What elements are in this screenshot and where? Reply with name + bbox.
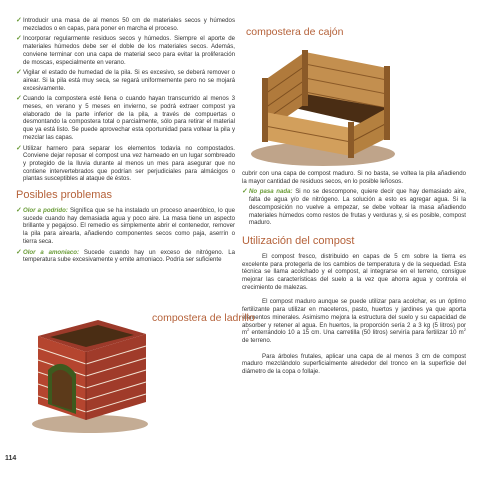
left-column bbox=[16, 17, 235, 267]
checkmark-icon: ✓ bbox=[16, 35, 22, 43]
caption-compostera-cajon: compostera de cajón bbox=[246, 26, 344, 38]
brick-composter-illustration bbox=[28, 312, 152, 434]
checkmark-icon: ✓ bbox=[16, 248, 22, 256]
checkmark-icon: ✓ bbox=[16, 144, 22, 152]
bullet-item: ✓ Vigilar el estado de humedad de la pila. Si es excesivo, se deberá remover o airear. Si la pila está muy seca, se regará uniformemente pero no se mojará excesivamente. bbox=[16, 69, 235, 92]
bullet-item: ✓ Incorporar regularmente residuos secos y húmedos. Siempre el aporte de materiales húmedos debe ser el doble de los materiales secos. Además, conviene terminar con una capa de material seco para evitar la proliferación de moscas, especialmente en verano. bbox=[16, 35, 235, 66]
problem-item: ✓ Olor a amoniaco: Sucede cuando hay un exceso de nitrógeno. La temperatura sube excesivamente y emite amoniaco. Podría ser suficiente bbox=[16, 248, 236, 264]
page-number: 114 bbox=[5, 455, 17, 462]
bullet-item: ✓ Introducir una masa de al menos 50 cm de materiales secos y húmedos mezclados o en capas, para poner en marcha el proceso. bbox=[16, 17, 235, 32]
problem-item: ✓ Olor a podrido: Significa que se ha instalado un proceso anaeróbico, lo que sucede cuando hay demasiada agua y poco aire. La masa tiene un aspecto brillante y pegajoso. El remedio es simplemente abrir el contenedor, remover la pila para airearla, añadiendo componentes secos como paja, aserrín o tierra seca. bbox=[16, 207, 236, 245]
checkmark-icon: ✓ bbox=[16, 207, 22, 215]
problem-term: Olor a podrido: bbox=[23, 207, 68, 215]
checkmark-icon: ✓ bbox=[16, 69, 22, 77]
problem-item: ✓ No pasa nada: Si no se descompone, quiere decir que hay demasiado aire, falta de agua y/o de nitrógeno. La solución a esto es agregar agua. Si la descomposición no vuelve a empezar, se debe voltear la masa añadiendo materiales húmedos como restos de frutas y verduras y, si es posible, compost maduro. bbox=[242, 188, 466, 227]
continuation-text: cubrir con una capa de compost maduro. Si no basta, se voltea la pila añadiendo la mayor cantidad de residuos secos, en lo posible leñosos. bbox=[242, 170, 466, 185]
wooden-composter-illustration bbox=[247, 42, 399, 170]
use-paragraph-1: El compost fresco, distribuido en capas de 5 cm sobre la tierra es excelente para protegerla de los cambios de temperatura y de la sequedad. Esta técnica se llama acolchado y el compost, al integrarse en el terreno, consigue mejorar las características del suelo a la vez que ahorra agua y controla el crecimiento de malezas. bbox=[242, 252, 466, 291]
use-heading: Utilización del compost bbox=[242, 234, 355, 247]
use-paragraph-3: Para árboles frutales, aplicar una capa de al menos 3 cm de compost maduro mezclándolo superficialmente alrededor del tronco en la superficie del diámetro de la copa o follaje. bbox=[242, 352, 466, 376]
caption-compostera-ladrillo: compostera de ladrillo bbox=[152, 312, 255, 324]
right-column bbox=[242, 170, 466, 383]
bullet-item: ✓ Utilizar harnero para separar los elementos todavía no compostados. Conviene dejar reposar el compost una vez harneado en un lugar sombreado y protegido de la lluvia durante al menos un mes para asegurar que no contiene intervertebrados que podrían ser perjudiciales para almácigos o plantas susceptibles al ataque de éstos. bbox=[16, 144, 235, 183]
checkmark-icon: ✓ bbox=[16, 95, 22, 103]
problem-term: Olor a amoniaco: bbox=[23, 248, 80, 256]
problems-heading: Posibles problemas bbox=[16, 189, 112, 202]
checkmark-icon: ✓ bbox=[16, 17, 22, 24]
use-paragraph-2: El compost maduro aunque se puede utilizar para acolchar, es un óptimo fertilizante para utilizar en maceteros, pasto, huertos y jardines ya que aporta elementos minerales. Asimismo mejora la estructura del suelo y su capacidad de absorber y retener al agua. En huertos, la proporción sería 2 a 3 kg (5 litros) por $m^2$ enterrándolo 10 a 15 cm. Una carretilla (50 litros) serviría para fertilizar 10 $m^2$ de terreno. bbox=[242, 298, 466, 344]
problem-term: No pasa nada: bbox=[249, 188, 293, 196]
checkmark-icon: ✓ bbox=[242, 188, 248, 196]
bullet-item: ✓ Cuando la compostera esté llena o cuando hayan transcurrido al menos 3 meses, en verano y 5 meses en invierno, se podrá extraer compost ya elaborado de la parte inferior de la pila, a través de compuertas o desmontando la compostera total o parcialmente, sólo para retirar el material que ya está listo. Se puede aprovechar esta oportunidad para voltear la pila y mezclar las capas. bbox=[16, 95, 235, 141]
